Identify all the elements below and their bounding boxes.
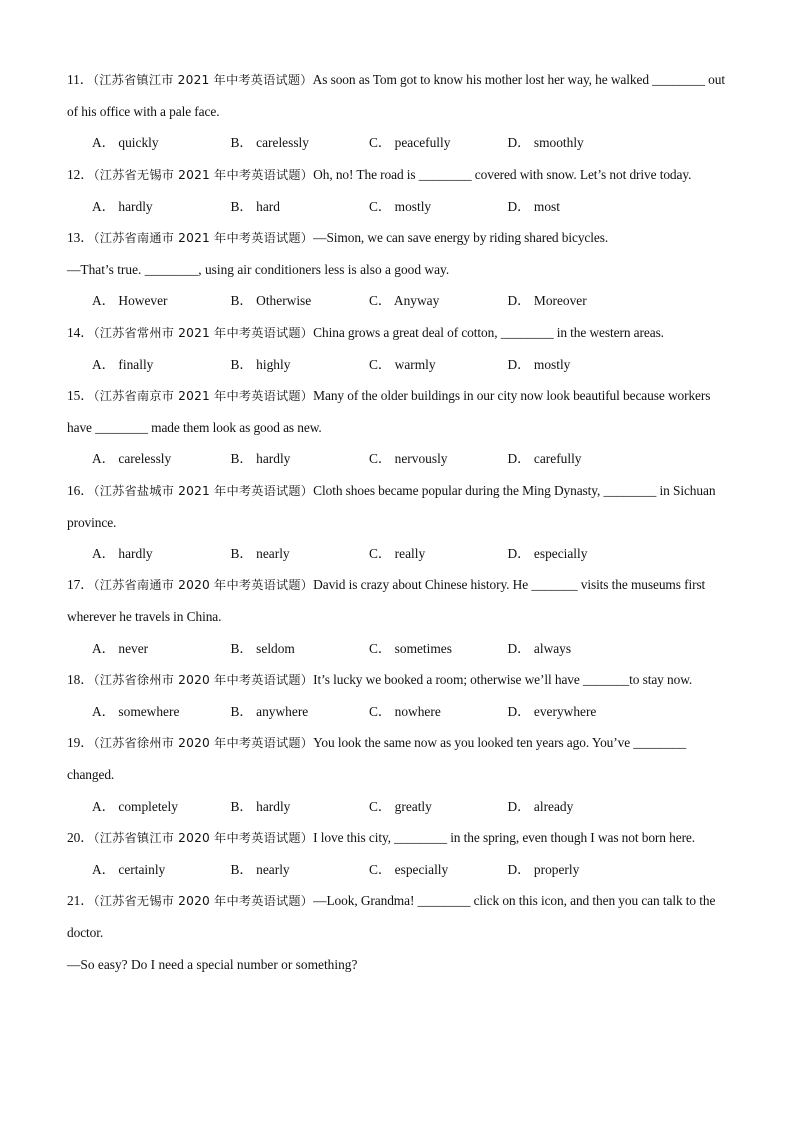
question-stem — [67, 317, 727, 349]
question-number: 21． — [67, 893, 94, 909]
question-item — [67, 64, 727, 159]
question-source: （江苏省徐州市 2020 年中考英语试题） — [93, 736, 314, 751]
answer-option: D． especially — [507, 546, 588, 562]
answer-option: A． completely — [92, 798, 178, 814]
answer-options — [67, 349, 727, 380]
question-item — [67, 380, 727, 475]
answer-option: B． seldom — [230, 640, 295, 656]
answer-option: D． always — [507, 640, 572, 656]
answer-option: B． nearly — [230, 862, 290, 878]
answer-option: B． anywhere — [230, 704, 309, 720]
question-text: Many of the older buildings in our city now look beautiful because workers have ________ made them look as good as new. — [67, 388, 711, 436]
question-item — [67, 475, 727, 570]
answer-option: B． hard — [230, 198, 280, 214]
question-source: （江苏省南通市 2021 年中考英语试题） — [93, 231, 314, 246]
question-source: （江苏省镇江市 2021 年中考英语试题） — [92, 73, 313, 87]
answer-option: A． hardly — [92, 546, 153, 562]
answer-option: D． smoothly — [507, 135, 584, 151]
question-source: （江苏省徐州市 2020 年中考英语试题） — [93, 672, 314, 687]
question-source: （江苏省无锡市 2020 年中考英语试题） — [93, 894, 314, 909]
answer-option: C． mostly — [369, 198, 432, 214]
answer-option: B． Otherwise — [230, 293, 312, 309]
question-number: 13． — [67, 230, 94, 246]
answer-option: D． Moreover — [507, 293, 587, 309]
answer-options — [67, 127, 727, 158]
answer-options — [67, 696, 727, 727]
question-list — [67, 64, 727, 980]
question-item — [67, 664, 727, 727]
question-text: As soon as Tom got to know his mother lost her way, he walked ________ out of his office with a pale face. — [67, 72, 725, 120]
answer-option: C． warmly — [369, 356, 436, 372]
question-text: Oh, no! The road is ________ covered with snow. Let’s not drive today. — [313, 166, 692, 182]
answer-option: C． Anyway — [369, 293, 440, 309]
question-item — [67, 222, 727, 317]
question-item — [67, 317, 727, 380]
answer-option: A． However — [92, 293, 168, 309]
question-source: （江苏省盐城市 2021 年中考英语试题） — [93, 483, 314, 498]
question-stem — [67, 380, 727, 443]
answer-option: C． nowhere — [369, 704, 441, 720]
answer-option: B． highly — [230, 356, 291, 372]
question-text: —Look, Grandma! ________ click on this icon, and then you can talk to the doctor. — [67, 893, 716, 941]
answer-option: A． certainly — [92, 862, 166, 878]
question-source: （江苏省南通市 2020 年中考英语试题） — [93, 578, 314, 593]
question-source: （江苏省无锡市 2021 年中考英语试题） — [93, 167, 314, 182]
answer-option: C． really — [369, 546, 426, 562]
question-stem — [67, 885, 727, 948]
answer-option: D． everywhere — [507, 704, 597, 720]
question-text: It’s lucky we booked a room; otherwise we’ll have _______to stay now. — [313, 671, 693, 687]
answer-options — [67, 791, 727, 822]
answer-options — [67, 191, 727, 222]
question-number: 14． — [67, 324, 94, 340]
answer-option: A． hardly — [92, 198, 153, 214]
question-text: I love this city, ________ in the spring, even though I was not born here. — [313, 829, 696, 845]
answer-option: D． carefully — [507, 451, 582, 467]
answer-option: C． nervously — [369, 451, 448, 467]
answer-option: B． hardly — [230, 798, 291, 814]
question-item — [67, 885, 727, 980]
question-item — [67, 727, 727, 822]
answer-option: A． quickly — [92, 135, 159, 151]
question-number: 12． — [67, 166, 94, 182]
answer-option: C． peacefully — [369, 135, 451, 151]
answer-option: D． most — [507, 198, 560, 214]
question-number: 11． — [67, 72, 93, 87]
answer-option: C． greatly — [369, 798, 432, 814]
question-stem — [67, 569, 727, 632]
question-stem — [67, 64, 727, 127]
question-item — [67, 822, 727, 885]
question-number: 18． — [67, 671, 94, 687]
question-text: —Simon, we can save energy by riding shared bicycles. — [313, 230, 609, 246]
question-source: （江苏省南京市 2021 年中考英语试题） — [93, 389, 314, 404]
question-number: 17． — [67, 577, 94, 593]
question-stem — [67, 222, 727, 254]
answer-options — [67, 538, 727, 569]
answer-option: B． nearly — [230, 546, 290, 562]
question-number: 15． — [67, 388, 94, 404]
question-number: 20． — [67, 829, 94, 845]
question-item — [67, 569, 727, 664]
answer-option: A． carelessly — [92, 451, 172, 467]
answer-options — [67, 854, 727, 885]
answer-option: B． hardly — [230, 451, 291, 467]
answer-option: D． mostly — [507, 356, 571, 372]
answer-options — [67, 443, 727, 474]
question-stem — [67, 475, 727, 538]
answer-option: A． never — [92, 640, 149, 656]
answer-option: C． sometimes — [369, 640, 452, 656]
question-number: 16． — [67, 482, 94, 498]
question-stem — [67, 664, 727, 696]
answer-option: B． carelessly — [230, 135, 309, 151]
question-text: David is crazy about Chinese history. He _______ visits the museums first wherever he travels in China. — [67, 577, 706, 625]
answer-option: D． properly — [507, 862, 580, 878]
question-text: Cloth shoes became popular during the Ming Dynasty, ________ in Sichuan province. — [67, 482, 716, 530]
dialog-line: —That’s true. ________, using air conditioners less is also a good way. — [67, 262, 450, 278]
question-text: You look the same now as you looked ten years ago. You’ve ________ changed. — [67, 735, 687, 783]
answer-option: C． especially — [369, 862, 449, 878]
dialog-line: —So easy? Do I need a special number or something? — [67, 956, 358, 972]
question-text: China grows a great deal of cotton, ________ in the western areas. — [313, 324, 664, 340]
answer-options — [67, 633, 727, 664]
question-stem — [67, 727, 727, 790]
question-item — [67, 159, 727, 222]
question-source: （江苏省常州市 2021 年中考英语试题） — [93, 325, 314, 340]
question-stem — [67, 159, 727, 191]
question-stem — [67, 822, 727, 854]
answer-option: A． finally — [92, 356, 154, 372]
answer-option: D． already — [507, 798, 574, 814]
question-source: （江苏省镇江市 2020 年中考英语试题） — [93, 830, 314, 845]
answer-option: A． somewhere — [92, 704, 180, 720]
question-number: 19． — [67, 735, 94, 751]
answer-options — [67, 285, 727, 316]
